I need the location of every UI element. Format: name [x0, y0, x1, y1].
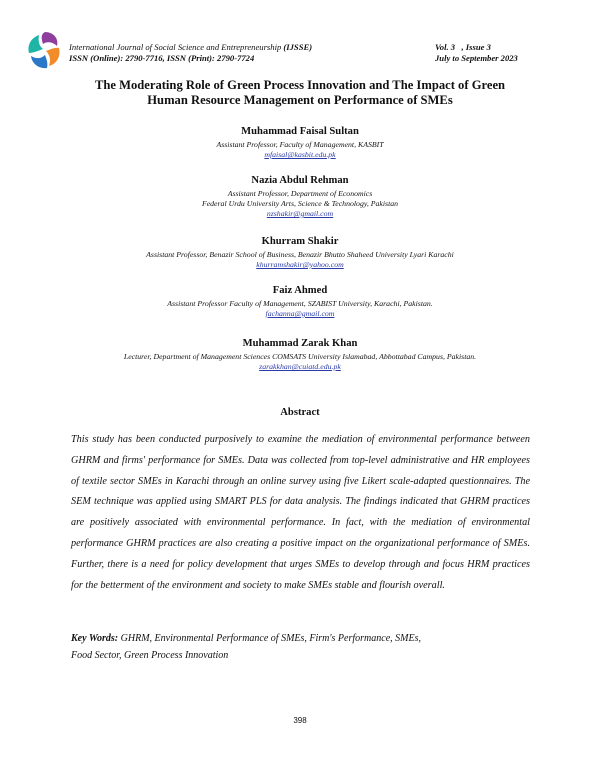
journal-header [69, 42, 389, 64]
page-number: 398 [293, 716, 307, 725]
keywords-block [71, 630, 530, 664]
journal-name: International Journal of Social Science and Entrepreneurship [69, 42, 282, 52]
author-email-link[interactable]: khurramshakir@yahoo.com [256, 260, 344, 269]
author-affiliation: Lecturer, Department of Management Sciences COMSATS University Islamabad, Abbottabad Campus, Pakistan. [123, 352, 477, 361]
author-name: Faiz Ahmed [272, 285, 328, 296]
paper-title [40, 78, 560, 108]
author-email-link[interactable]: nzshakir@gmail.com [266, 209, 334, 218]
author-block-3 [40, 235, 560, 270]
abstract-text: This study has been conducted purposively to examine the mediation of environmental performance between GHRM and firms' performance for SMEs. Data was collected from top-level administrative and HR employees of textile sector SMEs in Karachi through an online survey using five Likert scale-adapted questionnaires. The SEM technique was applied using SMART PLS for data analysis. The findings indicated that GHRM practices are positively associated with environmental performance. In fact, with the mediation of environmental performance GHRM practices are also creating a positive impact on the organizational performance of SMEs. Further, there is a need for policy development that urges SMEs to develop through and focus HRM practices for the betterment of the environment and society to make SMEs stable and flourish overall. [71, 434, 530, 591]
author-block-2 [40, 174, 560, 219]
journal-volume-issue: Vol. 3 , Issue 3 [435, 42, 491, 52]
author-block-1 [40, 125, 560, 160]
journal-volume-block [435, 42, 575, 64]
author-email-link[interactable]: mfaisal@kasbit.edu.pk [264, 150, 336, 159]
keywords-list: GHRM, Environmental Performance of SMEs, Firm's Performance, SMEs, [120, 633, 421, 644]
author-affiliation: Assistant Professor, Benazir School of Business, Benazir Bhutto Shaheed University Lyari Karachi [146, 250, 454, 259]
author-affiliation: Assistant Professor, Faculty of Management, KASBIT [216, 140, 384, 149]
abstract-heading: Abstract [280, 407, 320, 418]
keywords-label: Key Words: [71, 633, 119, 644]
journal-logo-icon [23, 28, 67, 72]
author-email-link[interactable]: fachanna@gmail.com [265, 309, 335, 318]
journal-period: July to September 2023 [435, 53, 518, 63]
author-affiliation-2: Federal Urdu University Arts, Science & Technology, Pakistan [201, 199, 399, 208]
author-affiliation: Assistant Professor Faculty of Management, SZABIST University, Karachi, Pakistan. [167, 299, 433, 308]
keywords-line-1 [71, 630, 530, 647]
author-affiliation: Assistant Professor, Department of Economics [227, 189, 373, 198]
author-name: Muhammad Faisal Sultan [241, 126, 359, 137]
author-block-4 [40, 284, 560, 319]
journal-issn: ISSN (Online): 2790-7716, ISSN (Print): 2790-7724 [69, 53, 255, 63]
author-email-link[interactable]: zarakkhan@cuiatd.edu.pk [259, 362, 341, 371]
author-name: Khurram Shakir [261, 236, 339, 247]
author-name: Nazia Abdul Rehman [251, 175, 349, 186]
paper-title-line-2: Human Resource Management on Performance of SMEs [147, 93, 453, 107]
journal-logo [23, 28, 67, 72]
journal-title-line [69, 42, 389, 53]
author-name: Muhammad Zarak Khan [242, 338, 358, 349]
journal-abbr: (IJSSE) [283, 42, 313, 52]
paper-title-line-1: The Moderating Role of Green Process Innovation and The Impact of Green [94, 78, 506, 92]
author-block-5 [40, 337, 560, 372]
keywords-line-2: Food Sector, Green Process Innovation [71, 650, 229, 661]
